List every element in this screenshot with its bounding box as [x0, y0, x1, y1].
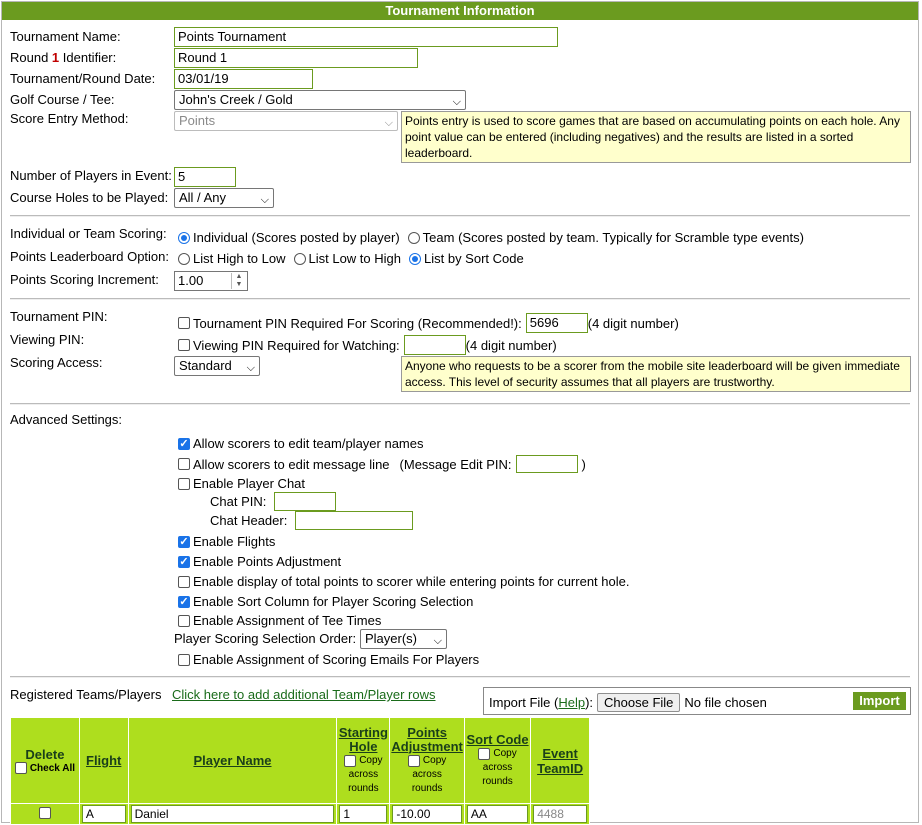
scoring-emails-checkbox[interactable]: [178, 654, 190, 666]
starting-hole-cell: [337, 804, 390, 825]
high-low-label: List High to Low: [193, 251, 286, 266]
message-pin-close: ): [581, 456, 586, 472]
copy-hole-checkbox[interactable]: [344, 755, 356, 767]
message-pin-label: (Message Edit PIN:: [399, 456, 512, 472]
player-chat-checkbox[interactable]: [178, 478, 190, 490]
starting-hole-header: [337, 718, 390, 804]
scoring-access-label: Scoring Access:: [10, 355, 103, 370]
divider: [10, 298, 910, 300]
course-label: Golf Course / Tee:: [10, 92, 115, 107]
viewing-pin-group: [178, 335, 557, 355]
add-rows-link[interactable]: Click here to add additional Team/Player rows: [172, 687, 436, 702]
player-name-input[interactable]: Daniel: [131, 805, 335, 823]
starting-hole-label-2[interactable]: Hole: [349, 738, 378, 754]
low-high-label: List Low to High: [308, 251, 401, 266]
selection-order-label: Player Scoring Selection Order:: [174, 631, 357, 646]
flight-header-label[interactable]: Flight: [86, 753, 122, 768]
leaderboard-option-group: [178, 251, 524, 266]
chat-pin-label: Chat PIN:: [210, 494, 267, 509]
date-label: Tournament/Round Date:: [10, 71, 156, 86]
viewing-pin-check-label: Viewing PIN Required for Watching:: [193, 337, 400, 353]
sort-code-copy: [466, 747, 529, 761]
tournament-name-input[interactable]: Points Tournament: [174, 27, 558, 47]
import-file-label-end: ):: [585, 695, 594, 710]
flights-label: Enable Flights: [193, 534, 276, 549]
points-adjustment-checkbox[interactable]: [178, 556, 190, 568]
team-id-cell: [531, 804, 590, 825]
rounds-label: rounds: [348, 782, 379, 794]
tournament-pin-label: Tournament PIN:: [10, 309, 108, 324]
tee-times-label: Enable Assignment of Tee Times: [193, 613, 382, 628]
check-all-checkbox[interactable]: [15, 762, 27, 774]
date-input[interactable]: 03/01/19: [174, 69, 313, 89]
tournament-pin-hint: (4 digit number): [587, 315, 679, 331]
round-identifier-input[interactable]: Round 1: [174, 48, 418, 68]
choose-file-button[interactable]: Choose File: [597, 693, 680, 712]
flight-cell: [79, 804, 128, 825]
help-link[interactable]: Help: [558, 695, 586, 710]
flights-option: [178, 534, 275, 549]
high-low-radio[interactable]: [178, 253, 190, 265]
holes-select-value: All / Any: [179, 190, 226, 205]
copy-label: Copy: [359, 754, 383, 766]
sort-code-label: List by Sort Code: [424, 251, 524, 266]
scoring-access-note: Anyone who requests to be a scorer from the mobile site leaderboard will be given immediate access. This level of security assumes that all players are trustworthy.: [401, 356, 911, 392]
flight-header: [79, 718, 128, 804]
table-row: [11, 804, 590, 825]
tournament-name-label: Tournament Name:: [10, 29, 121, 44]
player-chat-label: Enable Player Chat: [193, 476, 306, 491]
display-total-checkbox[interactable]: [178, 576, 190, 588]
message-pin-input[interactable]: [516, 455, 578, 473]
across-label: across: [482, 761, 513, 773]
delete-header: [11, 718, 80, 804]
scoring-type-label: Individual or Team Scoring:: [10, 226, 167, 241]
sort-column-checkbox[interactable]: [178, 596, 190, 608]
tournament-pin-group: [178, 313, 679, 333]
round-identifier-label: [10, 50, 116, 66]
tee-times-checkbox[interactable]: [178, 615, 190, 627]
edit-names-option: [178, 436, 423, 451]
edit-message-label: Allow scorers to edit message line: [193, 456, 390, 472]
score-method-note: Points entry is used to score games that are based on accumulating points on each hole. Any point value can be entered (including negatives) and the results are listed in a sorted leaderboard.: [401, 111, 911, 163]
player-name-cell: [128, 804, 337, 825]
event-label[interactable]: Event: [542, 745, 578, 761]
display-total-option: [178, 574, 629, 589]
starting-hole-label-1[interactable]: Starting: [338, 724, 388, 740]
flight-input[interactable]: A: [82, 805, 126, 823]
points-adjustment-option: [178, 554, 341, 569]
players-table: [10, 717, 590, 825]
copy-label: Copy: [493, 747, 517, 759]
no-file-text: No file chosen: [684, 695, 767, 710]
chat-header-label: Chat Header:: [210, 513, 288, 528]
registered-label: Registered Teams/Players: [10, 687, 162, 702]
table-header-row: [11, 718, 590, 804]
across-label: across: [348, 768, 379, 780]
course-select[interactable]: [174, 90, 466, 110]
sort-code-header: [464, 718, 530, 804]
viewing-pin-hint: (4 digit number): [465, 337, 557, 353]
divider: [10, 215, 910, 217]
chevron-down-icon: ⌵: [246, 362, 255, 374]
check-all: [12, 762, 78, 774]
round-number: 1: [51, 50, 60, 65]
leaderboard-option-label: Points Leaderboard Option:: [10, 249, 169, 264]
scoring-type-group: [178, 230, 804, 245]
course-select-value: John's Creek / Gold: [179, 92, 293, 107]
sort-code-radio[interactable]: [409, 253, 421, 265]
sort-code-input[interactable]: AA: [467, 805, 528, 823]
increment-label: Points Scoring Increment:: [10, 272, 159, 287]
import-button[interactable]: Import: [853, 692, 906, 710]
delete-row-checkbox[interactable]: [39, 807, 51, 819]
adjustment-input[interactable]: -10.00: [392, 805, 462, 823]
scoring-access-select[interactable]: [174, 356, 260, 376]
check-all-label: Check All: [29, 762, 76, 774]
individual-label: Individual (Scores posted by player): [193, 230, 400, 245]
rounds-label: rounds: [411, 782, 443, 794]
import-file-label: Import File (: [489, 695, 559, 710]
chevron-down-icon: ⌵: [452, 96, 461, 108]
chevron-down-icon: ⌵: [433, 635, 442, 647]
divider: [10, 403, 910, 405]
copy-label: Copy: [422, 754, 447, 766]
player-chat-option: [178, 476, 305, 491]
score-method-label: Score Entry Method:: [10, 111, 129, 126]
display-total-label: Enable display of total points to scorer while entering points for current hole.: [193, 574, 630, 589]
edit-names-label: Allow scorers to edit team/player names: [193, 436, 424, 451]
flights-checkbox[interactable]: [178, 536, 190, 548]
copy-adjustment-checkbox[interactable]: [408, 755, 420, 767]
divider: [10, 676, 910, 678]
across-label: across: [412, 768, 442, 780]
adjustment-cell: [390, 804, 465, 825]
points-adjustment-header: [390, 718, 465, 804]
score-method-value: Points: [179, 113, 216, 128]
edit-message-option: [178, 455, 586, 473]
chevron-down-icon: ⌵: [384, 117, 393, 129]
team-id-input: 4488: [533, 805, 587, 823]
viewing-pin-label: Viewing PIN:: [10, 332, 85, 347]
increment-spinner[interactable]: [174, 271, 248, 291]
edit-names-checkbox[interactable]: [178, 438, 190, 450]
delete-header-label: Delete: [25, 747, 65, 762]
chevron-down-icon: ⌵: [260, 194, 269, 206]
num-players-input[interactable]: 5: [174, 167, 236, 187]
copy-sort-checkbox[interactable]: [478, 748, 490, 760]
score-method-select: [174, 111, 398, 131]
selection-order-value: Player(s): [365, 631, 418, 646]
tournament-pin-input[interactable]: 5696: [526, 313, 588, 333]
import-file-row: [489, 693, 767, 712]
low-high-radio[interactable]: [294, 253, 306, 265]
edit-message-checkbox[interactable]: [178, 458, 190, 470]
sort-code-cell: [464, 804, 530, 825]
tee-times-option: [178, 613, 381, 628]
chat-pin-input[interactable]: [274, 492, 336, 511]
player-name-header-label[interactable]: Player Name: [193, 753, 272, 768]
player-name-header: [128, 718, 337, 804]
chat-header-input[interactable]: [295, 511, 413, 530]
viewing-pin-checkbox[interactable]: [178, 339, 190, 351]
viewing-pin-input[interactable]: [404, 335, 466, 355]
points-adj-label-1[interactable]: Points: [407, 724, 447, 740]
rounds-label: rounds: [482, 775, 513, 787]
advanced-settings-label: Advanced Settings:: [10, 412, 123, 427]
spinner-arrows-icon[interactable]: ▲ ▼: [231, 273, 246, 289]
points-adjustment-label: Enable Points Adjustment: [193, 554, 342, 569]
increment-value: 1.00: [178, 273, 204, 288]
round-label-post: Identifier:: [59, 50, 117, 65]
tournament-pin-checkbox[interactable]: [178, 317, 190, 329]
sort-code-label-h[interactable]: Sort Code: [466, 731, 529, 747]
delete-cell: [11, 804, 80, 825]
event-teamid-header: [531, 718, 590, 804]
holes-label: Course Holes to be Played:: [10, 190, 169, 205]
import-file-box: [483, 687, 911, 715]
team-radio[interactable]: [408, 232, 420, 244]
points-adj-copy: [391, 754, 463, 768]
selection-order-select[interactable]: [360, 629, 447, 649]
sort-column-label: Enable Sort Column for Player Scoring Selection: [193, 594, 474, 609]
scoring-emails-option: [178, 652, 479, 667]
round-label-pre: Round: [10, 50, 52, 65]
sort-column-option: [178, 594, 473, 609]
section-header: Tournament Information: [2, 2, 918, 20]
individual-radio[interactable]: [178, 232, 190, 244]
teamid-label[interactable]: TeamID: [537, 760, 584, 776]
scoring-access-value: Standard: [179, 358, 232, 373]
num-players-label: Number of Players in Event:: [10, 168, 172, 183]
tournament-pin-check-label: Tournament PIN Required For Scoring (Recommended!):: [193, 315, 522, 331]
starting-hole-input[interactable]: 1: [339, 805, 387, 823]
scoring-emails-label: Enable Assignment of Scoring Emails For Players: [193, 652, 480, 667]
team-label: Team (Scores posted by team. Typically for Scramble type events): [422, 230, 804, 245]
holes-select[interactable]: [174, 188, 274, 208]
points-adj-label-2[interactable]: Adjustment: [391, 738, 463, 754]
starting-hole-copy: [338, 754, 388, 768]
